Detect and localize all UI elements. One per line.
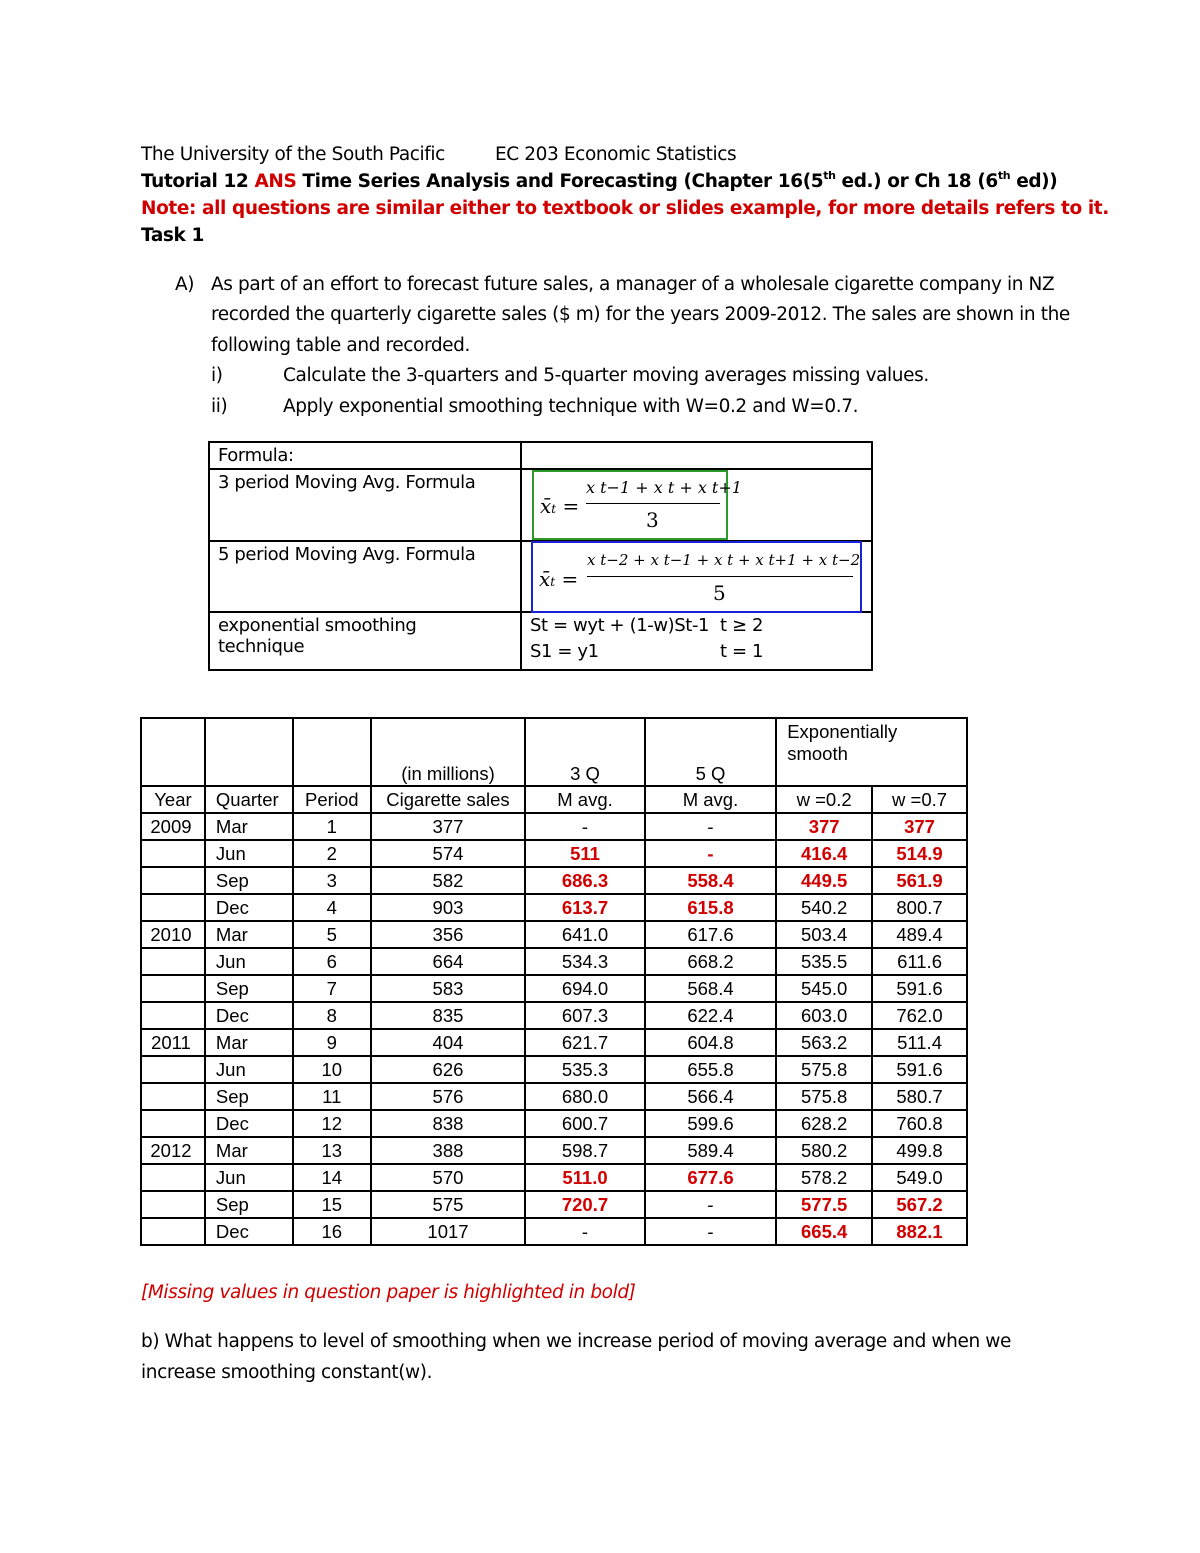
top-header-empty (205, 718, 293, 786)
period-cell: 4 (293, 894, 371, 921)
sales-cell: 570 (371, 1164, 526, 1191)
top-header-empty (293, 718, 371, 786)
question-a-line2: recorded the quarterly cigarette sales ($ m) for the years 2009-2012. The sales are shown in the (211, 304, 1070, 325)
header-line (141, 144, 737, 165)
ma3-cell: 535.3 (525, 1056, 645, 1083)
w02-cell: 577.5 (776, 1191, 872, 1218)
ma3-cell: 680.0 (525, 1083, 645, 1110)
tutorial-title: Tutorial 12 ANS Time Series Analysis and Forecasting (Chapter 16(5th ed.) or Ch 18 (6th ed)) (141, 169, 1058, 192)
ma3-cell: 694.0 (525, 975, 645, 1002)
question-b-line2: increase smoothing constant(w). (141, 1362, 433, 1383)
w02-cell: 503.4 (776, 921, 872, 948)
university-name: The University of the South Pacific (141, 144, 445, 165)
period-cell: 5 (293, 921, 371, 948)
formula-3period-numerator: x t−1 + x t + x t+1 (586, 478, 742, 497)
top-header-empty (141, 718, 205, 786)
sales-cell: 664 (371, 948, 526, 975)
quarter-cell: Jun (205, 1056, 293, 1083)
formula-5period-lhs: x̄t = (539, 567, 579, 591)
units-header: (in millions) (371, 718, 526, 786)
w02-cell: 416.4 (776, 840, 872, 867)
w07-cell: 760.8 (872, 1110, 967, 1137)
course-name: EC 203 Economic Statistics (495, 144, 737, 165)
sales-cell: 574 (371, 840, 526, 867)
table-row (141, 867, 967, 894)
col-header-ma5: M avg. (645, 786, 776, 813)
sales-cell: 377 (371, 813, 526, 840)
table-row (141, 975, 967, 1002)
formula-5period-numerator: x t−2 + x t−1 + x t + x t+1 + x t−2 (587, 551, 861, 569)
quarter-cell: Dec (205, 1110, 293, 1137)
ma5-cell: 568.4 (645, 975, 776, 1002)
formula-5period-bar (587, 576, 853, 577)
w02-cell: 545.0 (776, 975, 872, 1002)
quarter-cell: Sep (205, 975, 293, 1002)
period-cell: 3 (293, 867, 371, 894)
formula-5period-box (531, 541, 862, 613)
table-row (141, 840, 967, 867)
quarter-cell: Jun (205, 840, 293, 867)
table-row (141, 1002, 967, 1029)
formula-5period-denominator: 5 (713, 581, 726, 605)
ma5-cell: - (645, 1191, 776, 1218)
year-cell (141, 975, 205, 1002)
sales-cell: 583 (371, 975, 526, 1002)
year-cell: 2010 (141, 921, 205, 948)
w02-cell: 563.2 (776, 1029, 872, 1056)
quarter-cell: Jun (205, 948, 293, 975)
w02-cell: 575.8 (776, 1056, 872, 1083)
year-cell (141, 1164, 205, 1191)
period-cell: 6 (293, 948, 371, 975)
col-header-period: Period (293, 786, 371, 813)
col-header-w07: w =0.7 (872, 786, 967, 813)
sales-cell: 388 (371, 1137, 526, 1164)
w02-cell: 578.2 (776, 1164, 872, 1191)
sales-cell: 575 (371, 1191, 526, 1218)
ma5-top-header: 5 Q (645, 718, 776, 786)
quarter-cell: Sep (205, 1083, 293, 1110)
ma3-cell: 511 (525, 840, 645, 867)
formula-row-exp: exponential smoothing technique (209, 612, 521, 670)
quarter-cell: Dec (205, 1002, 293, 1029)
w07-cell: 591.6 (872, 1056, 967, 1083)
ma3-cell: 621.7 (525, 1029, 645, 1056)
sales-data-table (140, 717, 968, 1246)
year-cell (141, 894, 205, 921)
year-cell: 2012 (141, 1137, 205, 1164)
col-header-ma3: M avg. (525, 786, 645, 813)
period-cell: 13 (293, 1137, 371, 1164)
ma5-cell: 589.4 (645, 1137, 776, 1164)
question-ii-marker: ii) (211, 396, 228, 417)
ma3-cell: 607.3 (525, 1002, 645, 1029)
w02-cell: 628.2 (776, 1110, 872, 1137)
period-cell: 16 (293, 1218, 371, 1245)
year-cell (141, 1191, 205, 1218)
period-cell: 1 (293, 813, 371, 840)
period-cell: 8 (293, 1002, 371, 1029)
quarter-cell: Jun (205, 1164, 293, 1191)
quarter-cell: Sep (205, 867, 293, 894)
exp-smoothing-init: S1 = y1 (530, 641, 599, 662)
ma5-cell: 599.6 (645, 1110, 776, 1137)
period-cell: 2 (293, 840, 371, 867)
w02-cell: 540.2 (776, 894, 872, 921)
w07-cell: 511.4 (872, 1029, 967, 1056)
ma5-cell: 655.8 (645, 1056, 776, 1083)
quarter-cell: Dec (205, 1218, 293, 1245)
ans-label: ANS (254, 171, 297, 192)
table-row (141, 1110, 967, 1137)
formula-row-3period: 3 period Moving Avg. Formula (209, 469, 521, 541)
ma5-cell: 668.2 (645, 948, 776, 975)
column-header-row (141, 786, 967, 813)
sales-cell: 582 (371, 867, 526, 894)
quarter-cell: Mar (205, 813, 293, 840)
data-rows (141, 813, 967, 1245)
ma3-cell: 613.7 (525, 894, 645, 921)
sales-cell: 626 (371, 1056, 526, 1083)
w07-cell: 377 (872, 813, 967, 840)
formula-header: Formula: (209, 442, 521, 469)
ma3-cell: 534.3 (525, 948, 645, 975)
w02-cell: 580.2 (776, 1137, 872, 1164)
w02-cell: 603.0 (776, 1002, 872, 1029)
formula-3period-box (532, 470, 742, 540)
w07-cell: 499.8 (872, 1137, 967, 1164)
formula-row-5period: 5 period Moving Avg. Formula (209, 541, 521, 612)
sales-cell: 356 (371, 921, 526, 948)
question-a-line1: As part of an effort to forecast future sales, a manager of a wholesale cigarette company in NZ (211, 274, 1055, 295)
table-row (141, 1218, 967, 1245)
question-a-line3: following table and recorded. (211, 335, 470, 356)
ma3-cell: - (525, 813, 645, 840)
ma3-cell: 720.7 (525, 1191, 645, 1218)
col-header-w02: w =0.2 (776, 786, 872, 813)
w07-cell: 580.7 (872, 1083, 967, 1110)
table-row (141, 894, 967, 921)
w07-cell: 567.2 (872, 1191, 967, 1218)
quarter-cell: Sep (205, 1191, 293, 1218)
ma5-cell: 617.6 (645, 921, 776, 948)
ma3-cell: 686.3 (525, 867, 645, 894)
question-ii-text: Apply exponential smoothing technique with W=0.2 and W=0.7. (283, 396, 859, 417)
w07-cell: 882.1 (872, 1218, 967, 1245)
w07-cell: 561.9 (872, 867, 967, 894)
table-row (141, 1083, 967, 1110)
ma3-cell: 600.7 (525, 1110, 645, 1137)
ma5-cell: 615.8 (645, 894, 776, 921)
formula-cell-exp (521, 612, 872, 670)
w07-cell: 489.4 (872, 921, 967, 948)
period-cell: 10 (293, 1056, 371, 1083)
ma3-cell: 511.0 (525, 1164, 645, 1191)
footnote: [Missing values in question paper is highlighted in bold] (141, 1282, 636, 1303)
ma5-cell: 677.6 (645, 1164, 776, 1191)
w02-cell: 665.4 (776, 1218, 872, 1245)
w07-cell: 611.6 (872, 948, 967, 975)
ma3-cell: 598.7 (525, 1137, 645, 1164)
task-heading: Task 1 (141, 225, 204, 246)
exp-smooth-header: Exponentially smooth (776, 718, 967, 786)
formula-3period-denominator: 3 (646, 508, 659, 532)
exp-smoothing-cond1: t ≥ 2 (720, 615, 764, 636)
question-i-text: Calculate the 3-quarters and 5-quarter moving averages missing values. (283, 365, 929, 386)
year-cell (141, 1056, 205, 1083)
w02-cell: 449.5 (776, 867, 872, 894)
sales-cell: 835 (371, 1002, 526, 1029)
formula-header-empty (521, 442, 872, 469)
ma5-cell: 558.4 (645, 867, 776, 894)
table-row (141, 921, 967, 948)
quarter-cell: Dec (205, 894, 293, 921)
period-cell: 15 (293, 1191, 371, 1218)
ma3-top-header: 3 Q (525, 718, 645, 786)
exp-smoothing-cond2: t = 1 (720, 641, 764, 662)
w07-cell: 591.6 (872, 975, 967, 1002)
note-line: Note: all questions are similar either to textbook or slides example, for more details refers to it. (141, 198, 1109, 219)
sales-cell: 903 (371, 894, 526, 921)
period-cell: 7 (293, 975, 371, 1002)
question-i-marker: i) (211, 365, 223, 386)
ma5-cell: 622.4 (645, 1002, 776, 1029)
ma5-cell: - (645, 1218, 776, 1245)
period-cell: 14 (293, 1164, 371, 1191)
table-row (141, 1029, 967, 1056)
table-row (141, 1164, 967, 1191)
ma5-cell: - (645, 840, 776, 867)
sales-cell: 404 (371, 1029, 526, 1056)
question-a-marker: A) (175, 274, 195, 295)
ma3-cell: - (525, 1218, 645, 1245)
ma3-cell: 641.0 (525, 921, 645, 948)
sales-cell: 838 (371, 1110, 526, 1137)
year-cell (141, 867, 205, 894)
year-cell (141, 948, 205, 975)
exp-smoothing-formula: St = wyt + (1-w)St-1 (530, 615, 710, 636)
col-header-quarter: Quarter (205, 786, 293, 813)
period-cell: 11 (293, 1083, 371, 1110)
w07-cell: 514.9 (872, 840, 967, 867)
table-row (141, 1137, 967, 1164)
ma5-cell: - (645, 813, 776, 840)
col-header-year: Year (141, 786, 205, 813)
table-row (141, 948, 967, 975)
formula-3period-lhs: x̄t = (540, 494, 580, 518)
w02-cell: 377 (776, 813, 872, 840)
w02-cell: 535.5 (776, 948, 872, 975)
sales-cell: 1017 (371, 1218, 526, 1245)
table-row (141, 813, 967, 840)
w07-cell: 549.0 (872, 1164, 967, 1191)
quarter-cell: Mar (205, 1029, 293, 1056)
year-cell (141, 1002, 205, 1029)
year-cell: 2009 (141, 813, 205, 840)
w07-cell: 762.0 (872, 1002, 967, 1029)
formula-3period-bar (586, 503, 720, 504)
ma5-cell: 566.4 (645, 1083, 776, 1110)
col-header-sales: Cigarette sales (371, 786, 526, 813)
year-cell (141, 840, 205, 867)
w07-cell: 800.7 (872, 894, 967, 921)
period-cell: 12 (293, 1110, 371, 1137)
year-cell: 2011 (141, 1029, 205, 1056)
table-row (141, 1191, 967, 1218)
sales-cell: 576 (371, 1083, 526, 1110)
year-cell (141, 1083, 205, 1110)
w02-cell: 575.8 (776, 1083, 872, 1110)
quarter-cell: Mar (205, 1137, 293, 1164)
quarter-cell: Mar (205, 921, 293, 948)
year-cell (141, 1110, 205, 1137)
year-cell (141, 1218, 205, 1245)
period-cell: 9 (293, 1029, 371, 1056)
ma5-cell: 604.8 (645, 1029, 776, 1056)
table-row (141, 1056, 967, 1083)
question-b-line1: b) What happens to level of smoothing when we increase period of moving average and when we (141, 1331, 1011, 1352)
